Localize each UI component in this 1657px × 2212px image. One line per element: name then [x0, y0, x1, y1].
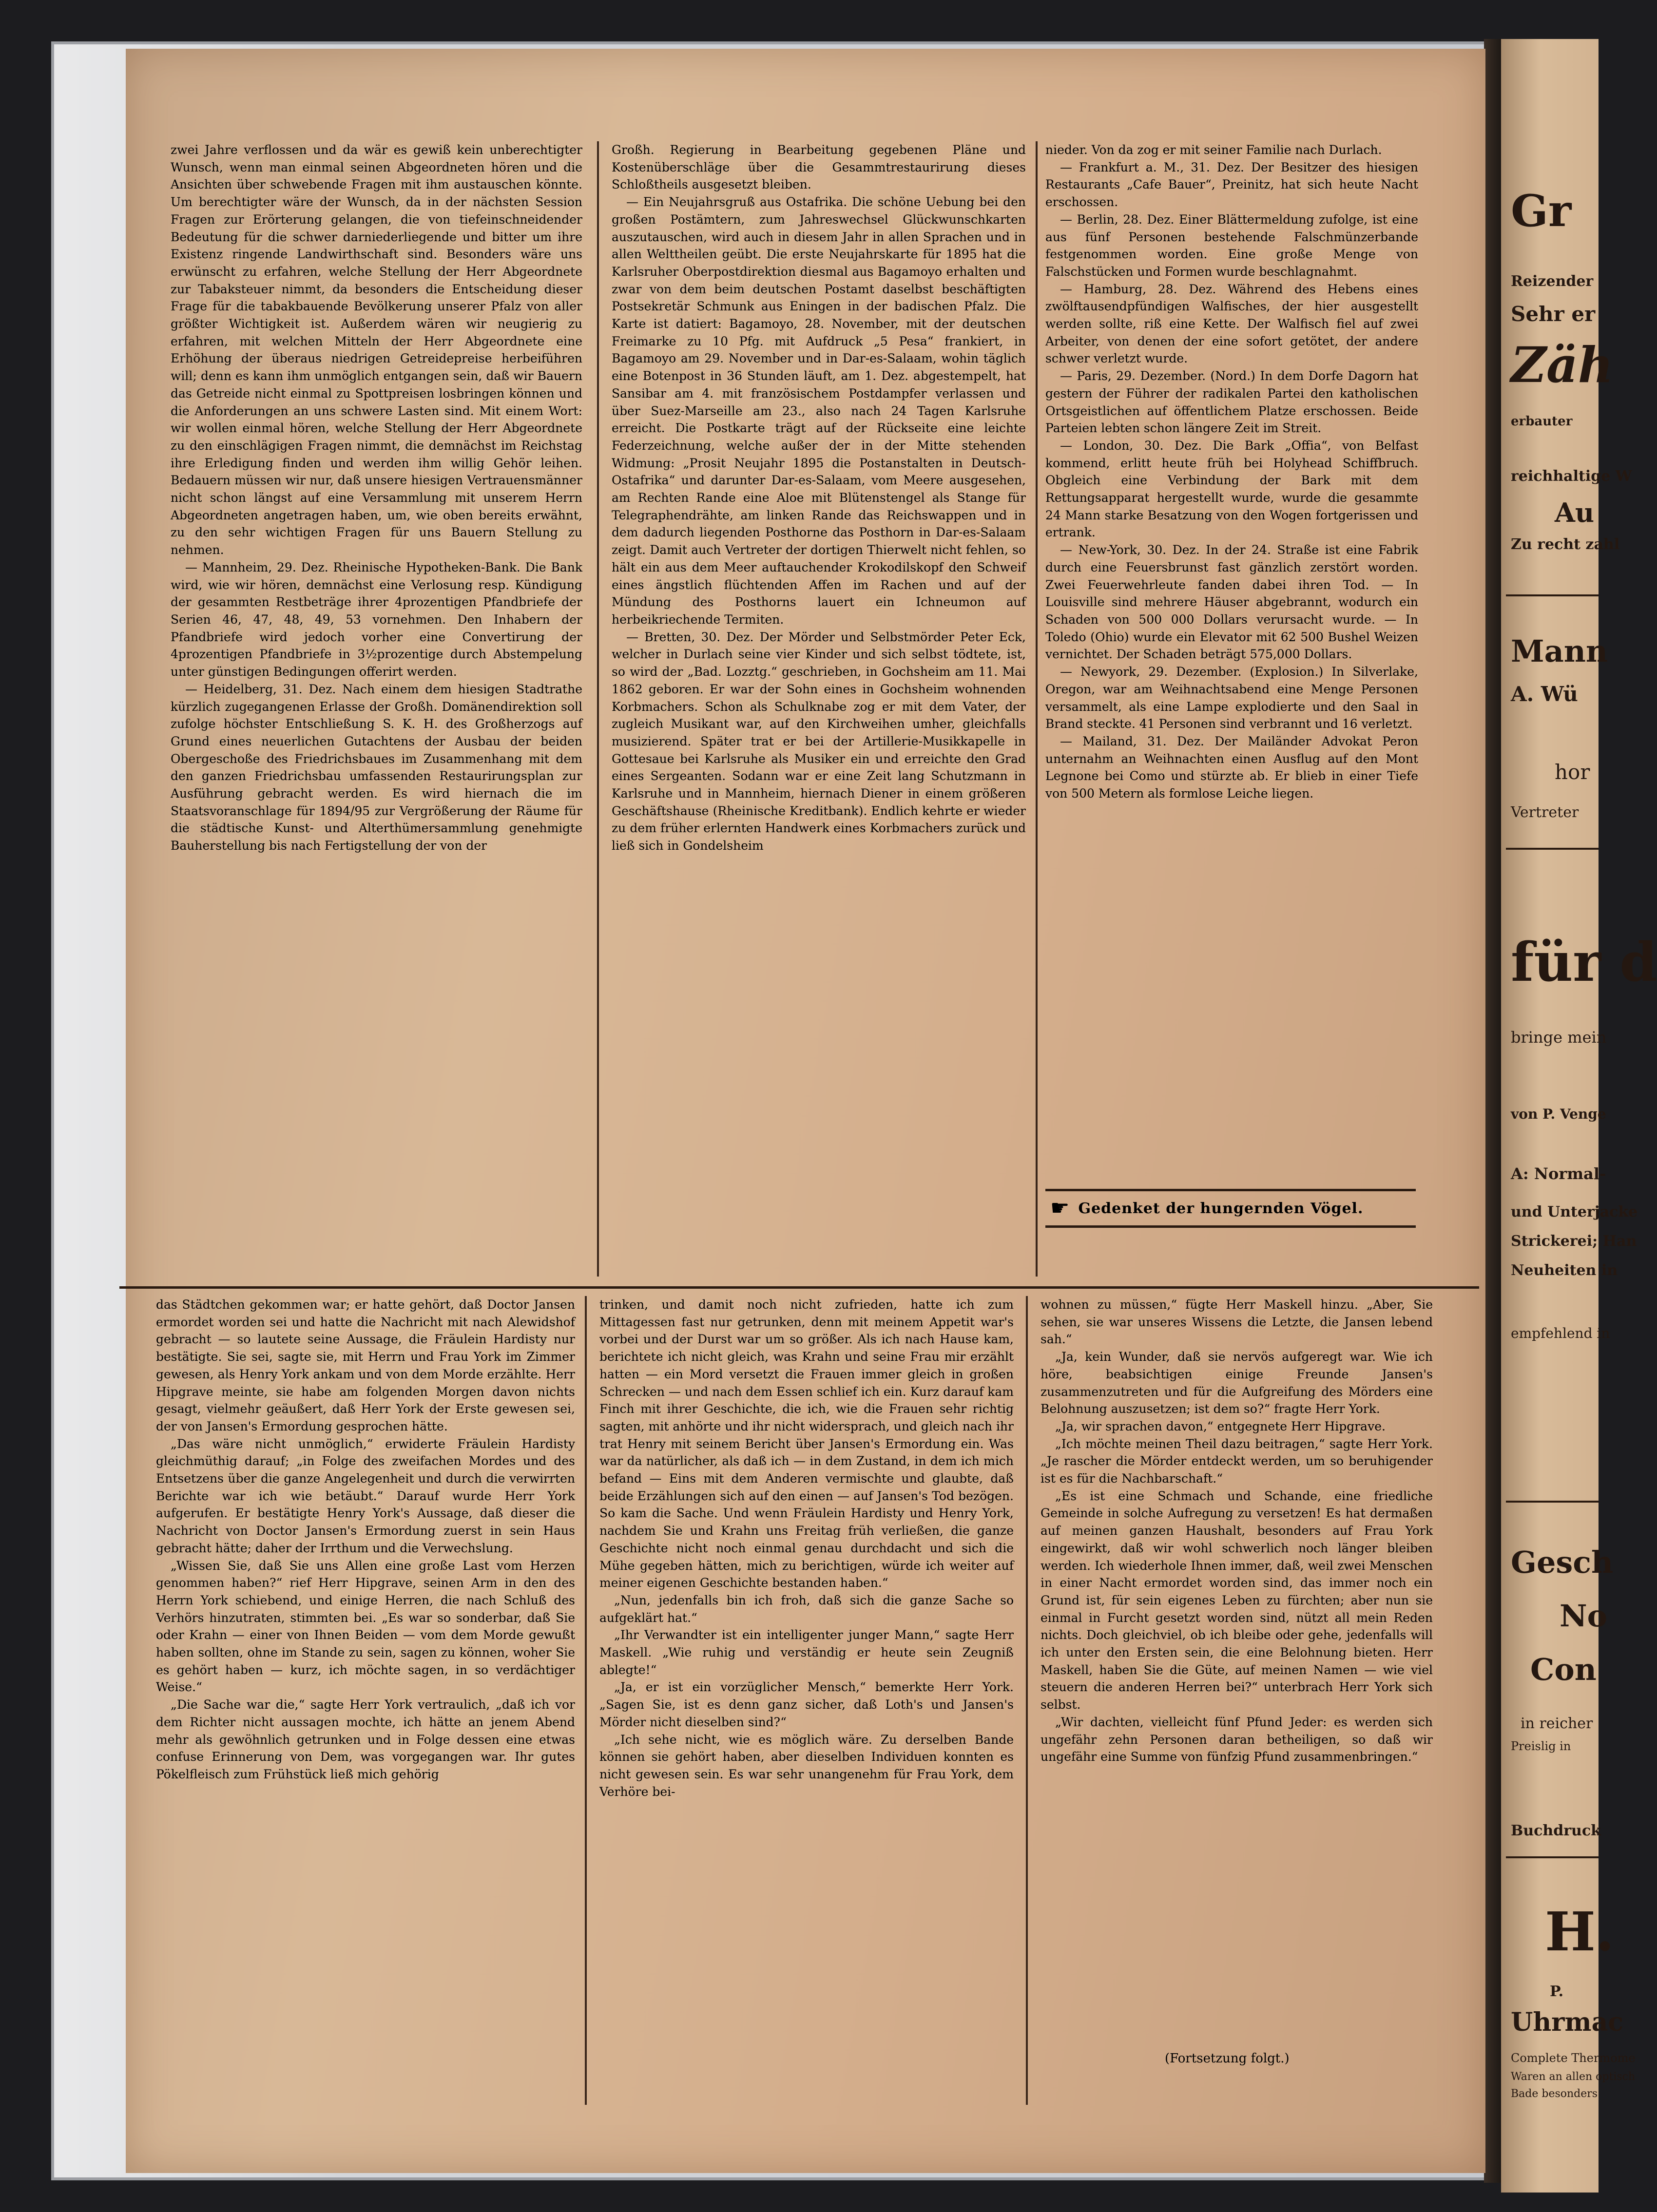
ad-fragment: und Unterjacke	[1511, 1203, 1638, 1220]
news-paragraph: — Mannheim, 29. Dez. Rheinische Hypotheken-Bank. Die Bank wird, wie wir hören, demnächst eine Verlosung resp. Kündigung der gesammten Restbeträge ihrer 4prozentigen Pfandbriefe der Serien 46, 47, 48, 49, 53 vornehmen. Den Inhabern der Pfandbriefe wird jedoch vorher eine Convertirung der 4prozentigen Pfandbriefe in 3½prozentige durch Abstempelung unter günstigen Bedingungen offerirt werden.	[171, 560, 582, 679]
ad-fragment: Strickerei; Han	[1511, 1233, 1637, 1250]
ad-fragment: Complete Thermome	[1511, 2051, 1636, 2065]
ad-fragment: bringe mein	[1511, 1028, 1607, 1047]
ad-divider	[1506, 848, 1599, 850]
serial-paragraph: „Ja, er ist ein vorzüglicher Mensch,“ bemerkte Herr York. „Sagen Sie, ist es denn ganz sicher, daß Loth's und Jansen's Mörder nicht dieselben sind?“	[599, 1680, 1014, 1729]
ad-fragment: H.	[1545, 1900, 1615, 1963]
ad-fragment: Buchdruck	[1511, 1822, 1601, 1839]
serial-paragraph: „Ihr Verwandter ist ein intelligenter junger Mann,“ sagte Herr Maskell. „Wie ruhig und verständig er heute sein Zeugniß ablegte!“	[599, 1628, 1014, 1677]
news-paragraph: zwei Jahre verflossen und da wär es gewiß kein unberechtigter Wunsch, wenn man einmal seinen Abgeordneten hören und die Ansichten über schwebende Fragen mit ihm austauschen könnte. Um berechtigter wäre der Wunsch, da in der nächsten Session Fragen zur Erörterung gelangen, die von tiefeinschneidender Bedeutung für die schwer darniederliegende und bitter um ihre Existenz ringende Landwirthschaft sind. Besonders wäre uns erwünscht zu erfahren, welche Stellung der Herr Abgeordnete zur Tabaksteuer nimmt, da besonders die Entscheidung dieser Frage für die tabakbauende Bevölkerung unserer Pfalz von aller größter Wichtigkeit ist. Außerdem wären wir neugierig zu erfahren, mit welchen Mitteln der Herr Abgeordnete eine Erhöhung der überaus niedrigen Getreidepreise herbeiführen will; denn es kann ihm unmöglich entgangen sein, daß wir Bauern das Getreide nicht einmal zu Spottpreisen losbringen können und die Anforderungen an uns schwere Lasten sind. Mit einem Wort: wir wollen einmal hören, welche Stellung der Herr Abgeordnete zu den einschlägigen Fragen nimmt, die demnächst im Reichstag ihre Erledigung finden und werden ihm willig Gehör leihen. Bedauern müssen wir nur, daß unsere hiesigen Vertrauensmänner nicht schon längst auf eine Versammlung mit unserem Herrn Abgeordneten angetragen haben, um, wie oben bereits erwähnt, zu den sehr wichtigen Fragen für uns Bauern Stellung zu nehmen.	[171, 143, 582, 557]
to-be-continued: (Fortsetzung folgt.)	[1165, 2051, 1290, 2066]
serial-paragraph: „Nun, jedenfalls bin ich froh, daß sich die ganze Sache so aufgeklärt hat.“	[599, 1593, 1014, 1625]
ad-fragment: Sehr er	[1511, 302, 1596, 326]
column-divider	[1026, 1296, 1028, 2105]
news-paragraph: — Newyork, 29. Dezember. (Explosion.) In Silverlake, Oregon, war am Weihnachtsabend eine Menge Personen versammelt, als eine Lampe explodierte und den Saal in Brand steckte. 41 Personen sind verbrannt und 16 verletzt.	[1045, 665, 1418, 731]
serial-paragraph: „Wir dachten, vielleicht fünf Pfund Jeder: es werden sich ungefähr zehn Personen daran betheiligen, so daß wir ungefähr eine Summe von fünfzig Pfund zusammenbringen.“	[1040, 1715, 1433, 1764]
serial-paragraph: „Wissen Sie, daß Sie uns Allen eine große Last vom Herzen genommen haben?“ rief Herr Hipgrave, seinen Arm in den des Herrn York schiebend, und einige Herren, die nach Schluß des Verhörs hinzutraten, stimmten bei. „Es war so sonderbar, daß Sie oder Krahn — einer von Ihnen Beiden — vom dem Morde gewußt haben sollten, ohne im Stande zu sein, sagen zu können, woher Sie es gehört haben — kurz, ich möchte sagen, in so verdächtiger Weise.“	[156, 1558, 575, 1695]
news-column-3	[1045, 141, 1418, 802]
ad-fragment: P.	[1550, 1983, 1564, 2000]
news-paragraph: — New-York, 30. Dez. In der 24. Straße ist eine Fabrik durch eine Feuersbrunst fast gänzlich zerstört worden. Zwei Feuerwehrleute fanden dabei ihren Tod. — In Louisville sind mehrere Häuser abgebrannt, wodurch ein Schaden von 500 000 Dollars verursacht wurde. — In Toledo (Ohio) wurde ein Elevator mit 62 500 Bushel Weizen vernichtet. Der Schaden beträgt 575,000 Dollars.	[1045, 543, 1418, 662]
serial-paragraph: „Die Sache war die,“ sagte Herr York vertraulich, „daß ich vor dem Richter nicht aussagen mochte, ich hätte an jenem Abend mehr als gewöhnlich getrunken und in Folge dessen eine etwas confuse Erinnerung von Dem, was vorgegangen war. Ihr gutes Pökelfleisch zum Frühstück ließ mich gehörig	[156, 1697, 575, 1781]
serial-column-1	[156, 1296, 575, 1783]
serial-paragraph: „Ich möchte meinen Theil dazu beitragen,“ sagte Herr York. „Je rascher die Mörder entdeckt werden, um so beruhigender ist es für die Nachbarschaft.“	[1040, 1436, 1433, 1486]
ad-fragment: Preislig in	[1511, 1739, 1571, 1753]
news-paragraph: — Heidelberg, 31. Dez. Nach einem dem hiesigen Stadtrathe kürzlich zugegangenen Erlasse der Großh. Domänendirektion soll zufolge höchster Entschließung S. K. H. des Großherzogs auf Grund eines neuerlichen Gutachtens der Ausbau der beiden Obergeschoße des Friedrichsbaues im Zusammenhang mit dem den ganzen Friedrichsbau umfassenden Restaurirungsplan zur Ausführung gebracht werden. Es wird hiernach die im Staatsvoranschlage für 1894/95 zur Vergrößerung der Räume für die städtische Kunst- und Alterthümersammlung genehmigte Bauherstellung bis nach Fertigstellung der von der	[171, 682, 582, 853]
ad-divider	[1506, 594, 1599, 596]
section-divider	[119, 1286, 1479, 1289]
serial-column-3	[1040, 1296, 1433, 1766]
news-paragraph: — Berlin, 28. Dez. Einer Blättermeldung zufolge, ist eine aus fünf Personen bestehende Falschmünzerbande festgenommen worden. Eine große Menge von Falschstücken und Formen wurde beschlagnahmt.	[1045, 212, 1418, 279]
column-divider	[597, 141, 599, 1277]
serial-paragraph: „Ich sehe nicht, wie es möglich wäre. Zu derselben Bande können sie gehört haben, aber dieselben Individuen konnten es nicht gewesen sein. Es war sehr unangenehm für Frau York, dem Verhöre bei-	[599, 1732, 1014, 1799]
ad-fragment: Gesch	[1511, 1545, 1614, 1580]
news-paragraph: — Hamburg, 28. Dez. Während des Hebens eines zwölftausendpfündigen Walfisches, der hier ausgestellt werden sollte, riß eine Kette. Der Walfisch fiel auf zwei Arbeiter, von denen der eine sofort getötet, der andere schwer verletzt wurde.	[1045, 282, 1418, 366]
ad-divider	[1506, 1856, 1599, 1858]
serial-paragraph: wohnen zu müssen,“ fügte Herr Maskell hinzu. „Aber, Sie sehen, sie war unseres Wissens die Letzte, die Jansen lebend sah.“	[1040, 1297, 1433, 1347]
ad-fragment: No	[1560, 1598, 1608, 1634]
ad-fragment: Waren an allen optisch	[1511, 2071, 1636, 2083]
ad-fragment: hor	[1555, 760, 1590, 784]
bird-notice	[1045, 1189, 1416, 1228]
ad-fragment: Con	[1530, 1652, 1597, 1687]
news-paragraph: — Paris, 29. Dezember. (Nord.) In dem Dorfe Dagorn hat gestern der Führer der radikalen Partei den katholischen Ortsgeistlichen auf öffentlichem Platze erschossen. Beide Parteien lebten schon längere Zeit im Streit.	[1045, 369, 1418, 436]
ad-fragment: Zu recht zahl	[1511, 536, 1620, 553]
ad-fragment: reichhaltige W	[1511, 468, 1632, 485]
ad-fragment: erbauter	[1511, 414, 1573, 429]
pointing-hand-icon: ☛	[1050, 1196, 1070, 1220]
news-paragraph: Großh. Regierung in Bearbeitung gegebenen Pläne und Kostenüberschläge über die Gesammtrestaurirung dieses Schloßtheils ausgesetzt bleiben.	[612, 143, 1026, 192]
serial-paragraph: „Es ist eine Schmach und Schande, eine friedliche Gemeinde in solche Aufregung zu versetzen! Es hat dermaßen auf meinen ganzen Haushalt, besonders auf Frau York eingewirkt, daß wir wohl schwerlich noch länger bleiben werden. Ich wiederhole Ihnen immer, daß, weil zwei Menschen in einer Nacht ermordet worden sind, das immer noch ein Grund ist, für sein eigenes Leben zu fürchten; aber nun sie einmal in Furcht gesetzt worden sind, nützt all mein Reden nichts. Doch gleichviel, ob ich bleibe oder gehe, jedenfalls will ich unter den Ersten sein, die eine Belohnung bieten. Herr Maskell, haben Sie die Güte, auf meinen Namen — wie viel steuern die anderen Herren bei?“ unterbrach Herr York sich selbst.	[1040, 1488, 1433, 1712]
news-paragraph: — Mailand, 31. Dez. Der Mailänder Advokat Peron unternahm an Weihnachten einen Ausflug auf den Mont Legnone bei Como und stürzte ab. Er blieb in einer Tiefe von 500 Metern als formlose Leiche liegen.	[1045, 734, 1418, 801]
column-divider	[585, 1296, 587, 2105]
ad-fragment: für d	[1511, 931, 1657, 993]
ad-fragment: A: Normal-	[1511, 1164, 1606, 1183]
ad-fragment: Bade besonders	[1511, 2088, 1598, 2100]
news-paragraph: — Ein Neujahrsgruß aus Ostafrika. Die schöne Uebung bei den großen Postämtern, zum Jahreswechsel Glückwunschkarten auszutauschen, wird auch in diesem Jahr in allen Sprachen und in allen Welttheilen geübt. Die erste Neujahrskarte für 1895 hat die Karlsruher Oberpostdirektion diesmal aus Bagamoyo erhalten und zwar von dem beim deutschen Postamt daselbst beschäftigten Postsekretär Schmunk aus Eningen in der badischen Pfalz. Die Karte ist datiert: Bagamoyo, 28. November, mit der deutschen Freimarke zu 10 Pfg. mit Aufdruck „5 Pesa“ frankiert, in Bagamoyo am 29. November und in Dar-es-Salaam, wohin täglich eine Botenpost in 36 Stunden läuft, am 1. Dez. abgestempelt, hat Sansibar am 4. mit französischem Postdampfer verlassen und über Suez-Marseille am 23., also nach 24 Tagen Karlsruhe erreicht. Die Postkarte trägt auf der Rückseite eine leichte Federzeichnung, welche außer der in der Mitte stehenden Widmung: „Prosit Neujahr 1895 die Postanstalten in Deutsch-Ostafrika“ und darunter Dar-es-Salaam, vom Meere ausgesehen, am Rechten Rande eine Aloe mit Blütenstengel als Stange für Telegraphendrähte, am linken Rande das Reichswappen und in dem dadurch liegenden Posthorne das Posthorn in Dar-es-Salaam zeigt. Damit auch Vertreter der dortigen Thierwelt nicht fehlen, so hält ein aus dem Meer auftauchender Krokodilskopf den Schweif eines ängstlich flüchtenden Affen im Rachen und auf der Mündung des Posthorns lauert ein Ichneumon auf herbeikriechende Termiten.	[612, 195, 1026, 627]
ad-fragment: Neuheiten in	[1511, 1262, 1618, 1279]
ad-fragment: Uhrmac	[1511, 2007, 1623, 2037]
ad-divider	[1506, 1501, 1599, 1503]
news-column-1	[171, 141, 582, 855]
serial-paragraph: trinken, und damit noch nicht zufrieden, hatte ich zum Mittagessen fast nur getrunken, denn mit meinem Appetit war's vorbei und der Durst war um so größer. Als ich nach Hause kam, berichtete ich nicht gleich, was Krahn und seine Frau mir erzählt hatten — ein Mord versetzt die Frauen immer gleich in großen Schrecken — und nach dem Essen schlief ich ein. Kurz darauf kam Finch mit ihrer Geschichte, die ich, wie die Frauen sehr richtig sagten, mit anhörte und ihr nicht widersprach, und gleich nach ihr trat Henry mit seinem Bericht über Jansen's Ermordung ein. Was war da natürlicher, als daß ich — in dem Zustand, in dem ich mich befand — Eins mit dem Anderen vermischte und glaubte, daß beide Erzählungen sich auf den einen — auf Jansen's Tod bezögen. So kam die Sache. Und wenn Fräulein Hardisty und Henry York, nachdem Sie und Krahn uns Freitag früh verließen, die ganze Geschichte nicht noch einmal genau durchdacht und sich die Mühe gegeben hätten, mich zu berichtigen, würde ich weiter auf meiner eigenen Geschichte bestanden haben.“	[599, 1297, 1014, 1590]
serial-paragraph: „Das wäre nicht unmöglich,“ erwiderte Fräulein Hardisty gleichmüthig darauf; „in Folge des zweifachen Mordes und des Entsetzens über die ganze Angelegenheit und durch die verwirrten Berichte war ich wie betäubt.“ Darauf wurde Herr York aufgerufen. Er bestätigte Henry York's Aussage, daß dieser die Nachricht von Doctor Jansen's Ermordung zuerst in sein Haus gebracht hätte; daher der Irrthum und die Verwechslung.	[156, 1436, 575, 1555]
ad-fragment: Au	[1555, 497, 1595, 528]
ad-fragment: Zäh	[1511, 336, 1614, 394]
ad-fragment: Reizender	[1511, 273, 1594, 290]
ad-fragment: in reicher	[1521, 1715, 1593, 1732]
ad-fragment: empfehlend in	[1511, 1325, 1610, 1341]
serial-paragraph: „Ja, wir sprachen davon,“ entgegnete Herr Hipgrave.	[1055, 1419, 1386, 1433]
serial-paragraph: das Städtchen gekommen war; er hatte gehört, daß Doctor Jansen ermordet worden sei und hatte die Nachricht mit nach Alewidshof gebracht — so lautete seine Aussage, die Fräulein Hardisty nur bestätigte. Sie sei, sagte sie, mit Herrn und Frau York im Zimmer gewesen, als Henry York ankam und von dem Morde erzählte. Herr Hipgrave meinte, sie habe am folgenden Morgen davon nichts gesagt, vielmehr geäußert, daß Herr York der Erste gewesen sei, der von Jansen's Ermordung gesprochen hätte.	[156, 1297, 575, 1433]
bird-notice-text: Gedenket der hungernden Vögel.	[1078, 1200, 1364, 1217]
serial-column-2	[599, 1296, 1014, 1800]
news-paragraph: — London, 30. Dez. Die Bark „Offia“, von Belfast kommend, erlitt heute früh bei Holyhead Schiffbruch. Obgleich eine Verbindung der Bark mit dem Rettungsapparat hergestellt wurde, wurde die gesammte 24 Mann starke Besatzung von den Wogen fortgerissen und ertrank.	[1045, 438, 1418, 540]
adjacent-page-advertisements	[1501, 39, 1657, 2193]
serial-paragraph: „Ja, kein Wunder, daß sie nervös aufgeregt war. Wie ich höre, beabsichtigen einige Freunde Jansen's zusammenzutreten und für die Aufgreifung des Mörders eine Belohnung auszusetzen; ist dem so?“ fragte Herr York.	[1040, 1350, 1433, 1416]
ad-fragment: Mann	[1511, 633, 1608, 669]
news-column-2	[612, 141, 1026, 855]
news-paragraph: — Frankfurt a. M., 31. Dez. Der Besitzer des hiesigen Restaurants „Cafe Bauer“, Preinitz, hat sich heute Nacht erschossen.	[1045, 160, 1418, 210]
column-divider	[1036, 141, 1038, 1277]
ad-fragment: Vertreter	[1511, 804, 1579, 821]
news-paragraph: — Bretten, 30. Dez. Der Mörder und Selbstmörder Peter Eck, welcher in Durlach seine vier Kinder und sich selbst tödtete, ist, so wird der „Bad. Lozztg.“ geschrieben, in Gochsheim am 11. Mai 1862 geboren. Er war der Sohn eines in Gochsheim wohnenden Korbmachers. Schon als Schulknabe zog er mit dem Vater, der zugleich Musikant war, auf den Kirchweihen umher, gleichfalls musizierend. Später trat er bei der Artillerie-Musikkapelle in Gottesaue bei Karlsruhe als Musiker ein und erreichte den Grad eines Sergeanten. Sodann war er eine Zeit lang Schutzmann in Karlsruhe und in Mannheim, hiernach Diener in einem größeren Geschäftshause (Rheinische Kreditbank). Endlich kehrte er wieder zu dem früher erlernten Handwerk eines Korbmachers zurück und ließ sich in Gondelsheim	[612, 629, 1026, 853]
ad-fragment: von P. Venge	[1511, 1106, 1606, 1122]
ad-fragment: A. Wü	[1511, 682, 1578, 706]
news-paragraph: nieder. Von da zog er mit seiner Familie nach Durlach.	[1045, 143, 1382, 157]
ad-fragment: Gr	[1511, 185, 1572, 237]
